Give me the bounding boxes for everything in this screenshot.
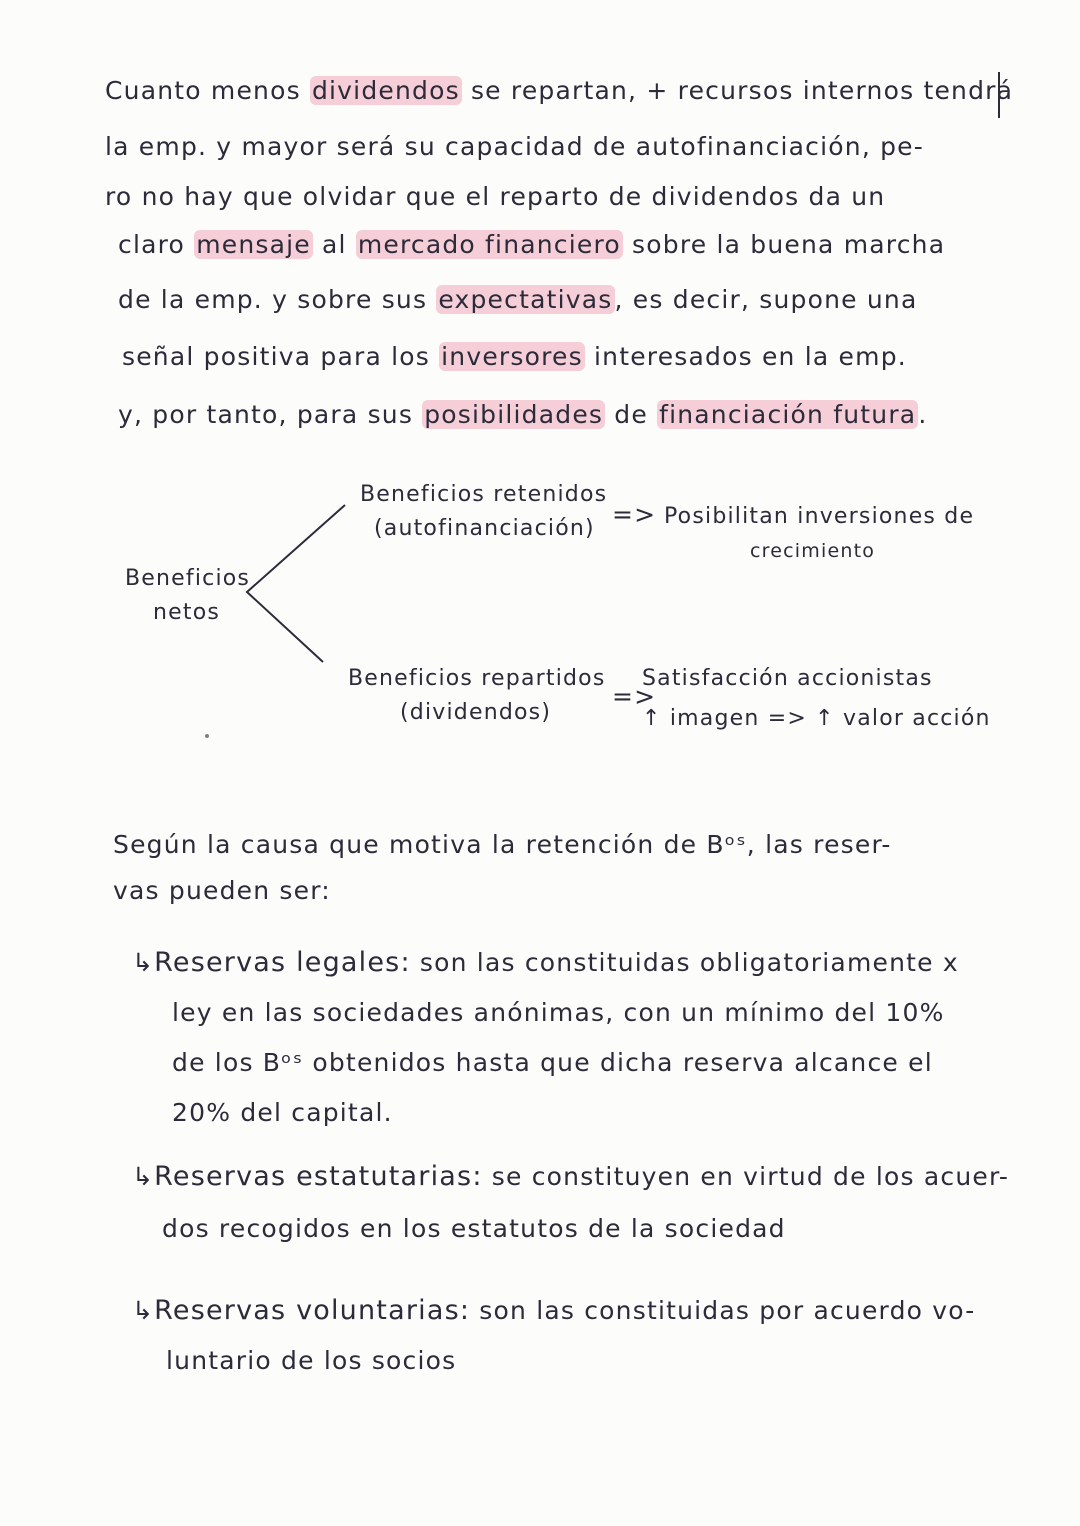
text: se repartan, + recursos internos tendrá [461,76,1014,105]
text: interesados en la emp. [584,342,907,371]
diagram-bottom-branch [348,662,606,730]
reserve-item-legal [132,946,959,980]
diagram-top-result [664,500,974,568]
ink-dot [205,734,209,738]
text: de [605,400,658,429]
result-label: Posibilitan inversiones de [664,504,975,529]
reserve-line [172,1096,393,1130]
diagram-root-line: Beneficios [125,566,251,591]
text: al [312,230,356,259]
text: claro [118,230,195,259]
arrow-bullet-icon: ↳ [132,948,155,977]
arrow-bullet-icon: ↳ [132,1162,155,1191]
text: de la emp. y sobre sus [118,285,437,314]
highlighted-text: mensaje [196,230,311,259]
result-label: Satisfacción accionistas [642,666,933,691]
text: Cuanto menos [105,76,310,105]
reserve-item-statutory [132,1160,1009,1194]
branch-label: (autofinanciación) [374,516,595,541]
diagram-root-line: netos [153,600,221,625]
highlighted-text: mercado financiero [357,230,621,259]
highlighted-text: dividendos [311,76,460,105]
text: sobre la buena marcha [622,230,946,259]
text: , es decir, supone una [614,285,918,314]
paragraph-line [113,828,892,862]
reserve-line [172,1046,933,1080]
highlighted-text: posibilidades [424,400,604,429]
diagram-bottom-result [642,662,991,736]
text: ley en las sociedades anónimas, con un mínimo del 10% [172,998,945,1027]
reserve-line [162,1212,786,1246]
highlighted-text: inversores [441,342,583,371]
highlighted-text: expectativas [438,285,613,314]
paragraph-line [113,874,331,908]
branch-bracket [247,505,345,662]
reserve-line [172,996,945,1030]
text: señal positiva para los [122,342,440,371]
diagram-root [125,562,250,630]
branch-label: Beneficios repartidos [348,666,606,691]
arrow-icon: => [612,682,657,711]
text: la emp. y mayor será su capacidad de autofinanciación, pe- [105,132,924,161]
branch-label: (dividendos) [400,700,552,725]
reserve-line [166,1344,456,1378]
text: y, por tanto, para sus [118,400,423,429]
result-label: ↑ imagen => ↑ valor acción [642,706,991,731]
text: de los Bᵒˢ obtenidos hasta que dicha reserva alcance el [172,1048,933,1077]
reserve-item-voluntary [132,1294,975,1328]
reserve-title: Reservas legales: [154,947,411,978]
text: vas pueden ser: [113,876,331,905]
text: 20% del capital. [172,1098,393,1127]
text: Según la causa que motiva la retención de Bᵒˢ, las reser- [113,830,892,859]
branch-label: Beneficios retenidos [360,482,608,507]
result-label: crecimiento [750,540,876,562]
text: ro no hay que olvidar que el reparto de dividendos da un [105,182,886,211]
diagram-top-branch [360,478,607,546]
text: son las constituidas por acuerdo vo- [470,1296,976,1325]
text: . [918,400,928,429]
arrow-bullet-icon: ↳ [132,1296,155,1325]
text: dos recogidos en los estatutos de la sociedad [162,1214,786,1243]
text: luntario de los socios [166,1346,457,1375]
reserve-title: Reservas estatutarias: [154,1161,483,1192]
arrow-icon: => [612,500,657,529]
text: se constituyen en virtud de los acuer- [482,1162,1010,1191]
highlighted-text: financiación futura [659,400,917,429]
text: son las constituidas obligatoriamente x [410,948,959,977]
reserve-title: Reservas voluntarias: [154,1295,471,1326]
